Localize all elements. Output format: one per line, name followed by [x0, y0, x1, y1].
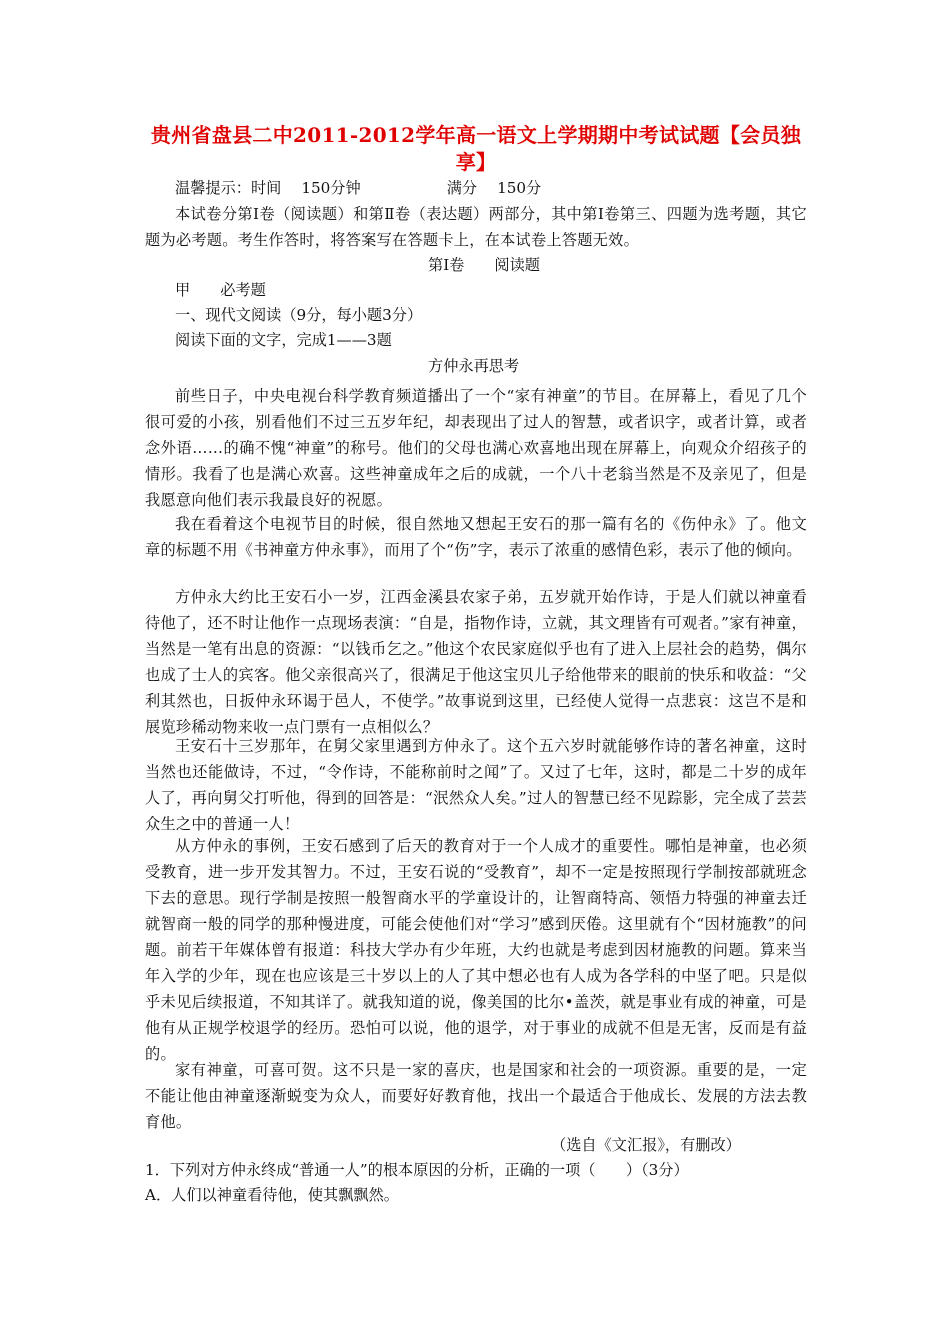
article-paragraph: 从方仲永的事例，王安石感到了后天的教育对于一个人成才的重要性。哪怕是神童，也必须受教育，进一步开发其智力。不过，王安石说的“受教育”，却不一定是按照现行学制按部就班念下去的意思。现行学制是按照一般智商水平的学童设计的，让智商特高、领悟力特强的神童去迁就智商一般的同学的那种慢进度，可能会使他们对“学习”感到厌倦。这里就有个“因材施教”的问题。前若干年媒体曾有报道：科技大学办有少年班，大约也就是考虑到因材施教的问题。算来当年入学的少年，现在也应该是三十岁以上的人了其中想必也有人成为各学科的中坚了吧。只是似乎未见后续报道，不知其详了。就我知道的说，像美国的比尔•盖茨，就是事业有成的神童，可是他有从正规学校退学的经历。恐怕可以说，他的退学，对于事业的成就不但是无害，反而是有益的。	[145, 837, 807, 1063]
volume-name: 阅读题	[494, 256, 540, 274]
question-1: 1．下列对方仲永终成“普通一人”的根本原因的分析，正确的一项（ ）（3分）	[145, 1161, 689, 1179]
volume-label: 第Ⅰ卷	[428, 256, 465, 274]
exam-instructions: 本试卷分第Ⅰ卷（阅读题）和第Ⅱ卷（表达题）两部分，其中第Ⅰ卷第三、四题为选考题，其它题为必考题。考生作答时，将答案写在答题卡上，在本试卷上答题无效。	[145, 205, 807, 249]
article-paragraph: 我在看着这个电视节目的时候，很自然地又想起王安石的那一篇有名的《伤仲永》了。他文章的标题不用《书神童方仲永事》，而用了个“伤”字，表示了浓重的感情色彩，表示了他的倾向。	[145, 515, 807, 559]
score-value: 150分	[497, 179, 542, 197]
exam-time-notice	[175, 175, 541, 201]
reading-instruction: 阅读下面的文字，完成1——3题	[175, 331, 392, 349]
part-name: 必考题	[220, 281, 266, 299]
question-group-heading: 一、现代文阅读（9分，每小题3分）	[175, 306, 423, 324]
part-label: 甲	[175, 281, 191, 299]
page-title: 贵州省盘县二中2011-2012学年高一语文上学期期中考试试题【会员独享】	[150, 123, 802, 174]
article-paragraph: 家有神童，可喜可贺。这不只是一家的喜庆，也是国家和社会的一项资源。重要的是，一定不能让他由神童逐渐蜕变为众人，而要好好教育他，找出一个最适合于他成长、发展的方法去教育他。	[145, 1061, 807, 1131]
article-paragraph: 方仲永大约比王安石小一岁，江西金溪县农家子弟，五岁就开始作诗，于是人们就以神童看待他了，还不时让他作一点现场表演：“自是，指物作诗，立就，其文理皆有可观者。”家有神童，当然是一笔有出息的资源：“以钱币乞之。”他这个农民家庭似乎也有了进入上层社会的趋势，偶尔也成了士人的宾客。他父亲很高兴了，很满足于他这宝贝儿子给他带来的眼前的快乐和收益：“父利其然也，日扳仲永环谒于邑人，不使学。”故事说到这里，已经使人觉得一点悲哀：这岂不是和展览珍稀动物来收一点门票有一点相似么？	[145, 588, 807, 736]
tip-label: 温馨提示：时间	[175, 179, 282, 197]
score-label: 满分	[446, 179, 478, 197]
part-heading	[175, 277, 266, 303]
volume-heading	[428, 252, 540, 278]
article-source: （选自《文汇报》，有删改）	[551, 1136, 741, 1154]
article-title: 方仲永再思考	[428, 357, 520, 375]
article-paragraph: 前些日子，中央电视台科学教育频道播出了一个“家有神童”的节目。在屏幕上，看见了几个很可爱的小孩，别看他们不过三五岁年纪，却表现出了过人的智慧，或者识字，或者计算，或者念外语……的确不愧“神童”的称号。他们的父母也满心欢喜地出现在屏幕上，向观众介绍孩子的情形。我看了也是满心欢喜。这些神童成年之后的成就，一个八十老翁当然是不及亲见了，但是我愿意向他们表示我最良好的祝愿。	[145, 387, 807, 509]
article-paragraph: 王安石十三岁那年，在舅父家里遇到方仲永了。这个五六岁时就能够作诗的著名神童，这时当然也还能做诗，不过，“令作诗，不能称前时之闻”了。又过了七年，这时，都是二十岁的成年人了，再向舅父打听他，得到的回答是：“泯然众人矣。”过人的智慧已经不见踪影，完全成了芸芸众生之中的普通一人！	[145, 737, 807, 833]
question-1-option-a: A．人们以神童看待他，使其飘飘然。	[145, 1186, 399, 1204]
time-value: 150分钟	[301, 179, 361, 197]
